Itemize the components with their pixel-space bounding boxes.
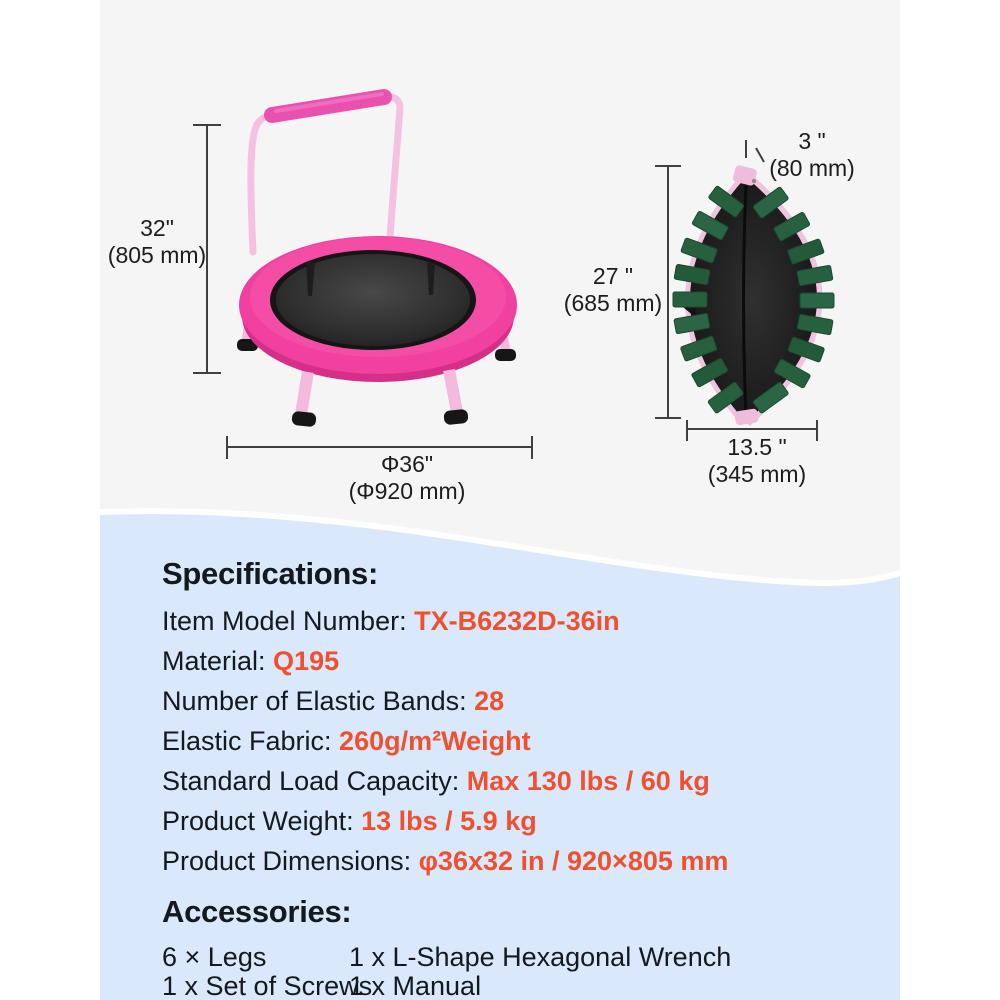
spec-row-elastic-fabric bbox=[162, 725, 872, 758]
specifications-section bbox=[162, 556, 872, 885]
dimension-value: 13.5 " bbox=[727, 434, 787, 460]
front-height-dimension-label bbox=[107, 215, 207, 269]
spec-label: Standard Load Capacity: bbox=[162, 766, 467, 796]
spec-value: 13 lbs / 5.9 kg bbox=[361, 806, 537, 836]
spec-label: Product Weight: bbox=[162, 806, 362, 836]
dimension-mm: (Φ920 mm) bbox=[348, 478, 466, 504]
accessories-section bbox=[162, 894, 872, 1000]
spec-value: TX-B6232D-36in bbox=[414, 606, 620, 636]
dimension-value: 27 " bbox=[592, 263, 634, 289]
specifications-title: Specifications: bbox=[162, 556, 378, 591]
dimension-mm: (80 mm) bbox=[769, 155, 855, 181]
dimension-value: 32" bbox=[140, 215, 174, 241]
dimension-value: Φ36" bbox=[380, 451, 434, 477]
accessory-item: 1 x L-Shape Hexagonal Wrench bbox=[349, 942, 732, 972]
spec-value: Max 130 lbs / 60 kg bbox=[466, 766, 710, 796]
front-trampoline-photo bbox=[237, 94, 517, 427]
spec-row-elastic-bands bbox=[162, 685, 872, 718]
dimension-mm: (345 mm) bbox=[707, 461, 807, 487]
spec-label: Material: bbox=[162, 646, 274, 676]
spec-row-model bbox=[162, 605, 872, 638]
dimension-value: 3 " bbox=[798, 128, 826, 154]
accessory-item: 1 x Manual bbox=[349, 971, 482, 1000]
spec-label: Elastic Fabric: bbox=[162, 726, 340, 756]
accessories-list bbox=[162, 943, 872, 1000]
spec-label: Item Model Number: bbox=[162, 606, 415, 636]
accessory-item: 6 × Legs bbox=[162, 942, 267, 972]
image-canvas bbox=[100, 0, 900, 1000]
accessories-title: Accessories: bbox=[162, 894, 352, 929]
spec-row-dimensions bbox=[162, 845, 872, 878]
dimension-mm: (805 mm) bbox=[107, 242, 207, 268]
spec-value: φ36x32 in / 920×805 mm bbox=[418, 846, 729, 876]
spec-value: 28 bbox=[474, 686, 505, 716]
folded-thickness-dimension-label bbox=[762, 128, 862, 182]
dimension-mm: (685 mm) bbox=[563, 290, 663, 316]
accessory-item: 1 x Set of Screws bbox=[162, 971, 373, 1000]
spec-label: Product Dimensions: bbox=[162, 846, 419, 876]
folded-trampoline-photo bbox=[673, 165, 834, 426]
spec-row-weight bbox=[162, 805, 872, 838]
spec-value: Q195 bbox=[273, 646, 340, 676]
spec-row-load-capacity bbox=[162, 765, 872, 798]
spec-label: Number of Elastic Bands: bbox=[162, 686, 475, 716]
folded-height-dimension-label bbox=[556, 263, 670, 317]
spec-value: 260g/m²Weight bbox=[339, 726, 531, 756]
spec-row-material bbox=[162, 645, 872, 678]
folded-width-dimension-label bbox=[692, 434, 822, 488]
front-diameter-dimension-label bbox=[327, 451, 487, 505]
